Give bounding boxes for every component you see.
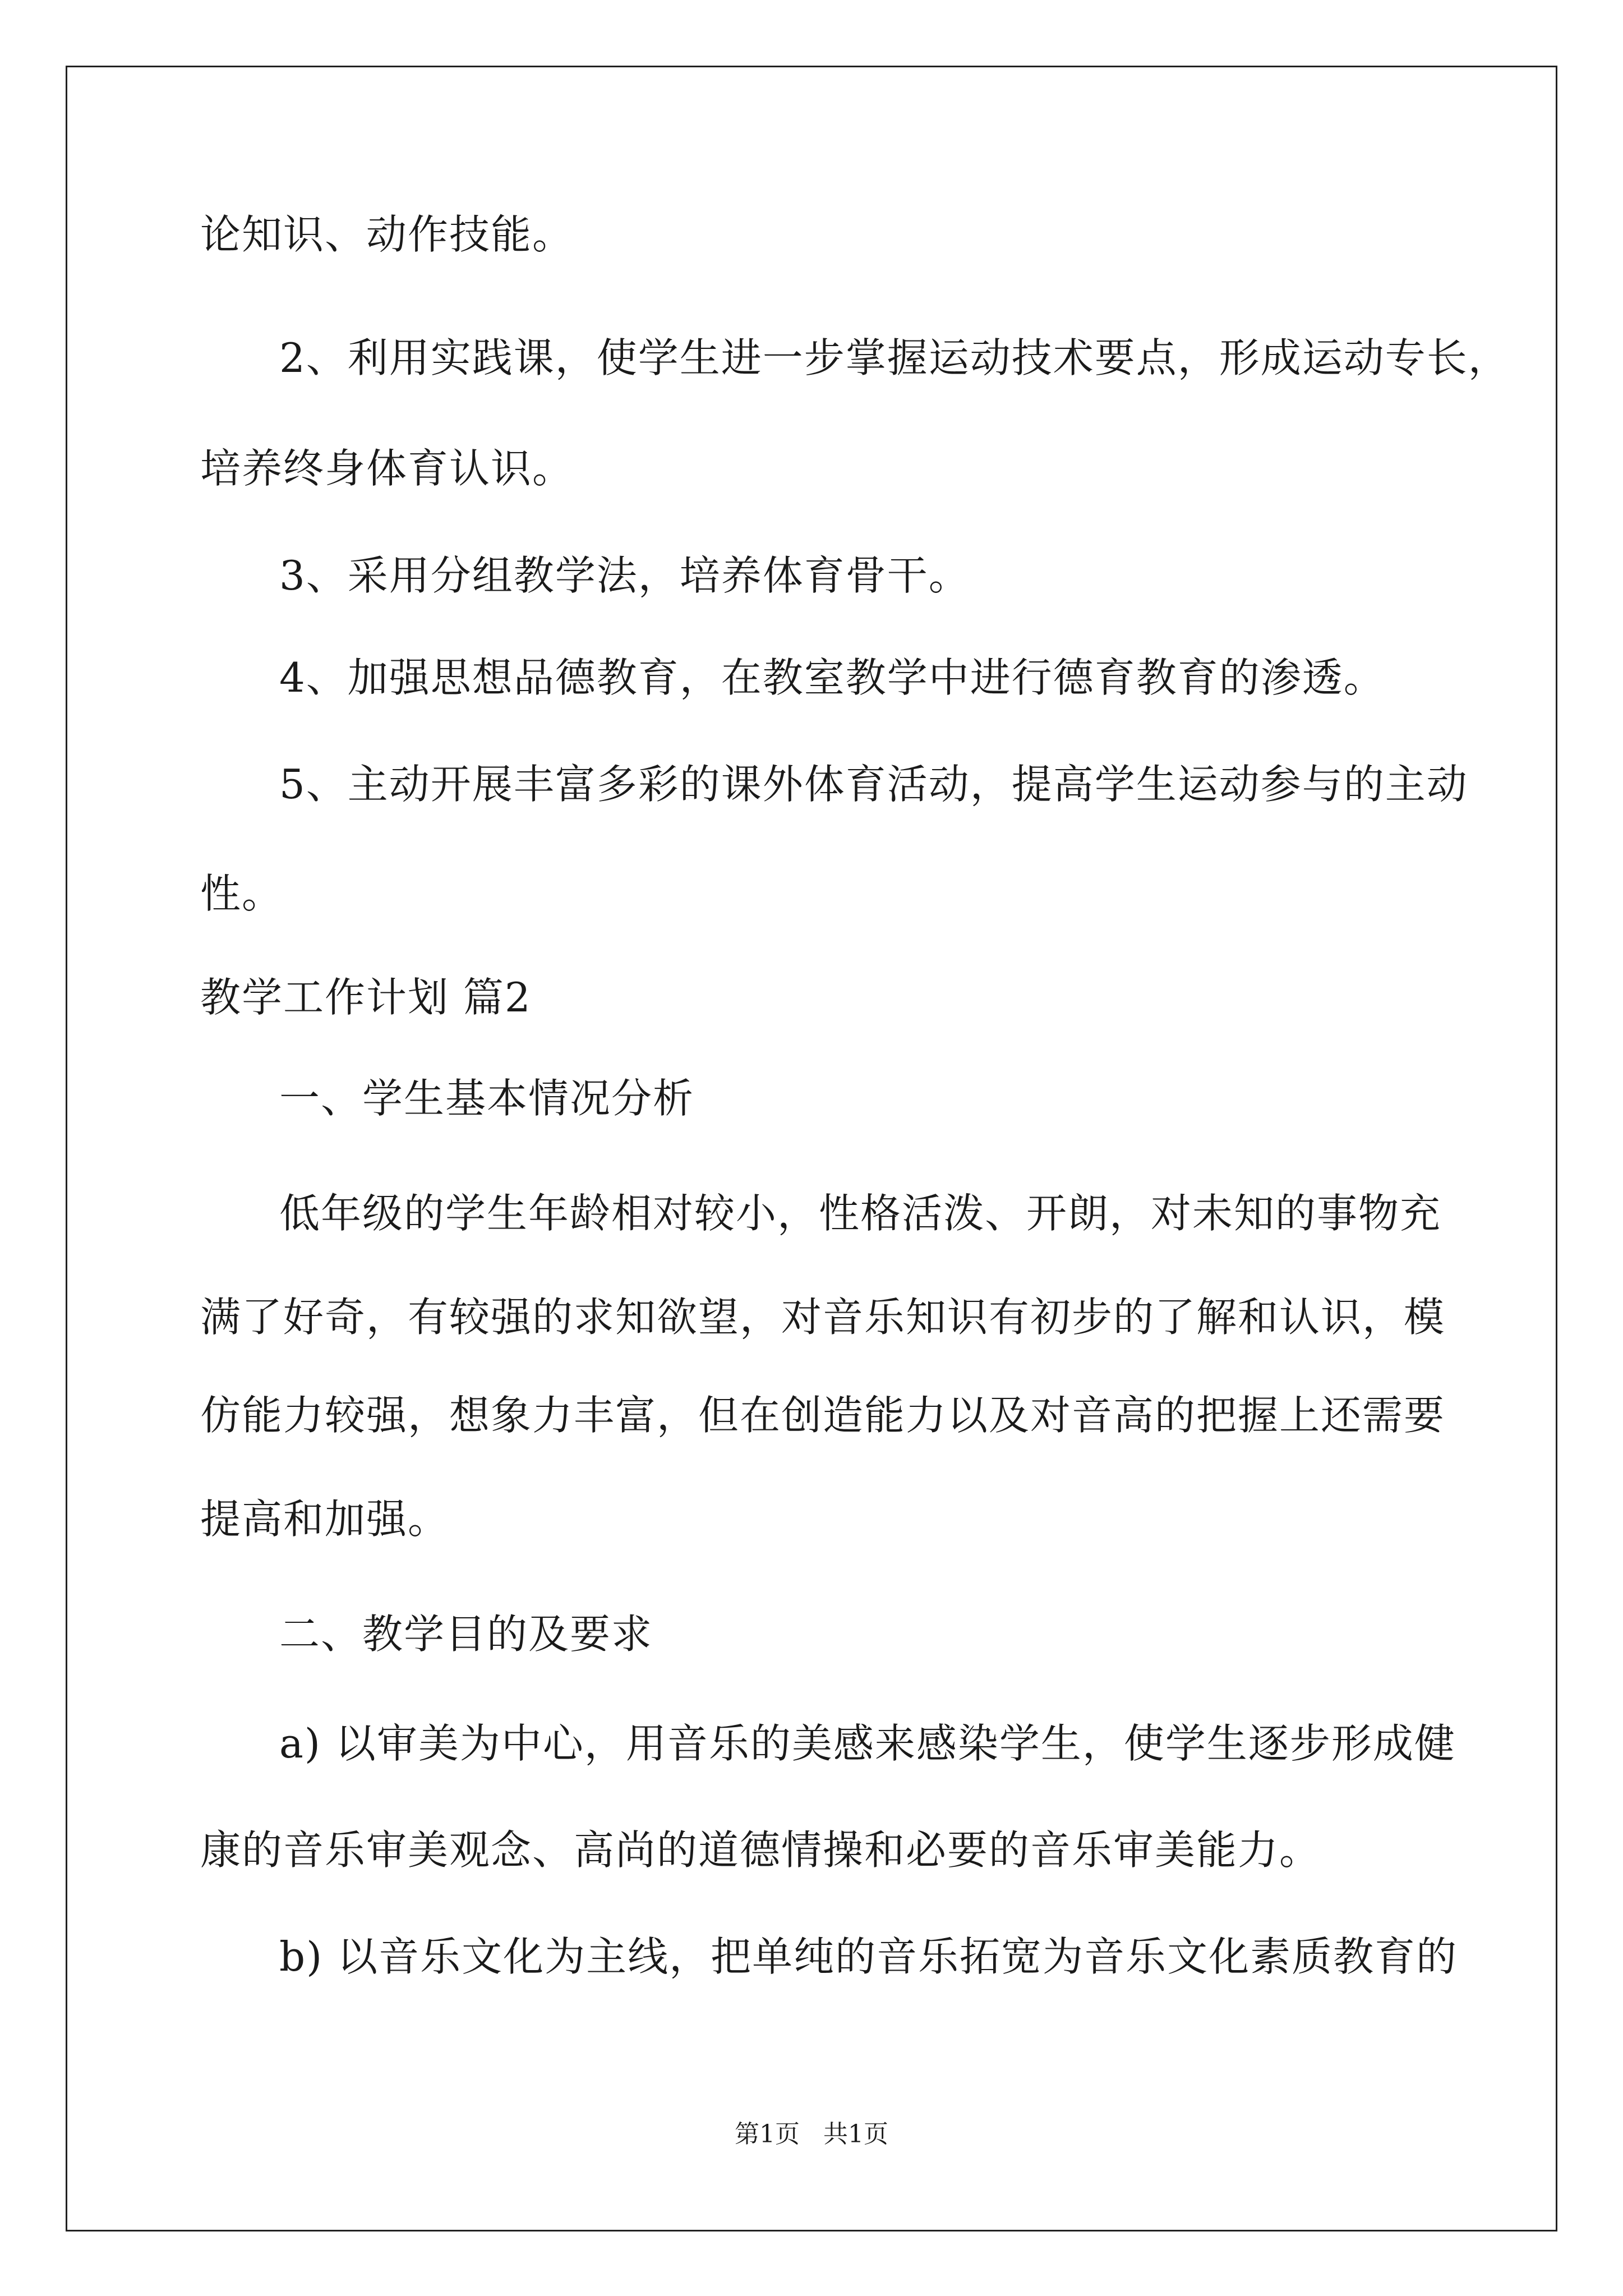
- text-line: 低年级的学生年龄相对较小，性格活泼、开朗，对未知的事物充: [279, 1190, 1442, 1237]
- text-line: 性。: [200, 870, 284, 917]
- text-line: 二、教学目的及要求: [279, 1611, 653, 1658]
- text-line: b) 以音乐文化为主线，把单纯的音乐拓宽为音乐文化素质教育的: [279, 1933, 1458, 1980]
- page-border: [66, 66, 1557, 2231]
- section-heading: 教学工作计划 篇2: [200, 974, 532, 1021]
- page-footer: 第1页 共1页: [735, 2120, 888, 2148]
- text-line: 仿能力较强，想象力丰富，但在创造能力以及对音高的把握上还需要: [200, 1392, 1446, 1439]
- text-line: 培养终身体育认识。: [200, 445, 574, 492]
- text-line: 3、采用分组教学法，培养体育骨干。: [279, 552, 970, 599]
- text-line: 提高和加强。: [200, 1496, 450, 1543]
- text-line: 康的音乐审美观念、高尚的道德情操和必要的音乐审美能力。: [200, 1826, 1321, 1874]
- text-line: 论知识、动作技能。: [200, 211, 574, 258]
- text-line: 5、主动开展丰富多彩的课外体育活动，提高学生运动参与的主动: [279, 761, 1468, 808]
- text-line: 2、利用实践课，使学生进一步掌握运动技术要点，形成运动专长，: [279, 334, 1510, 381]
- text-line: 一、学生基本情况分析: [279, 1075, 695, 1122]
- text-line: 4、加强思想品德教育，在教室教学中进行德育教育的渗透。: [279, 654, 1385, 701]
- text-line: 满了好奇，有较强的求知欲望，对音乐知识有初步的了解和认识，模: [200, 1294, 1446, 1341]
- text-line: a) 以审美为中心，用音乐的美感来感染学生，使学生逐步形成健: [279, 1720, 1456, 1767]
